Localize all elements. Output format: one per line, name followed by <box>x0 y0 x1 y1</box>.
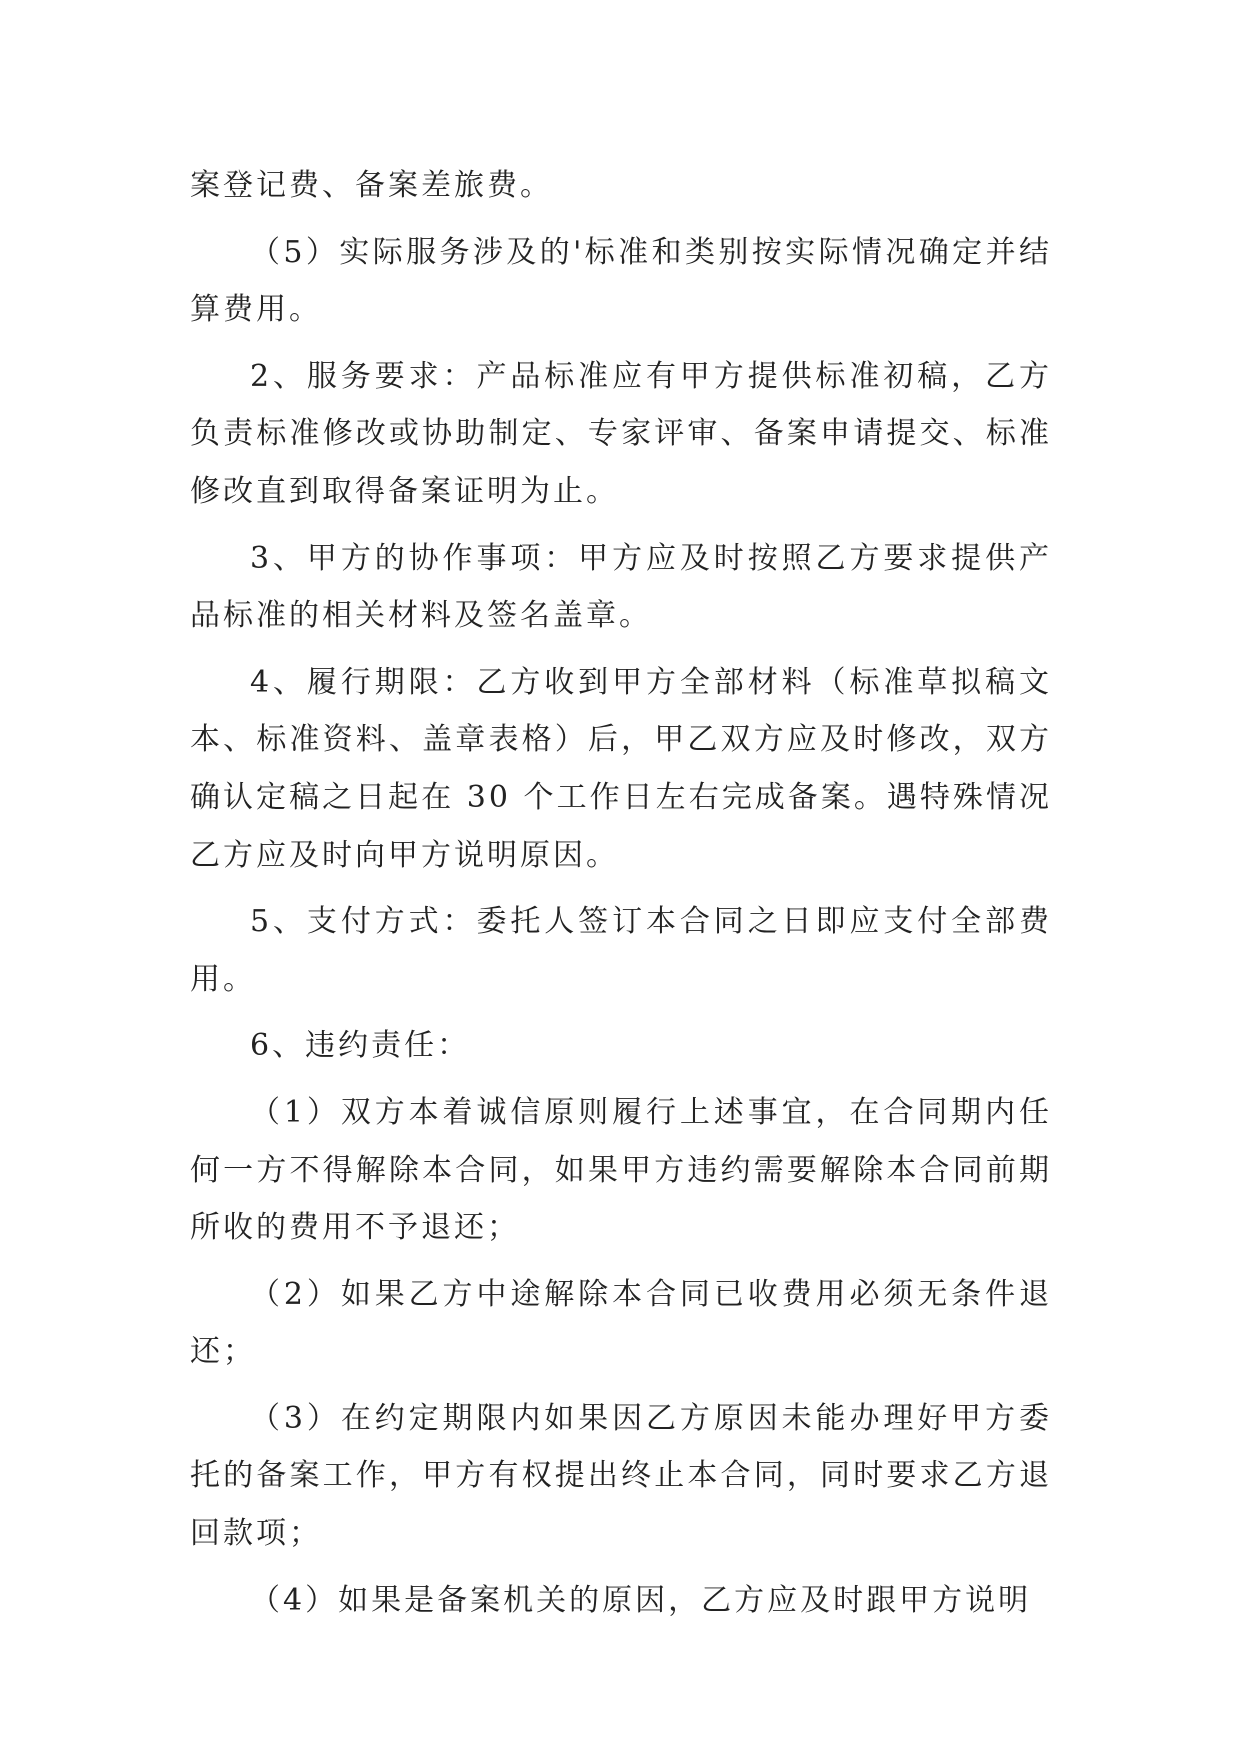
paragraph-party-a-cooperation: 3、甲方的协作事项：甲方应及时按照乙方要求提供产品标准的相关材料及签名盖章。 <box>190 540 1052 634</box>
paragraph-breach-item-2: （2）如果乙方中途解除本合同已收费用必须无条件退还； <box>190 1276 1052 1370</box>
document-body <box>190 157 1052 1638</box>
paragraph-payment-method: 5、支付方式：委托人签订本合同之日即应支付全部费用。 <box>190 904 1052 997</box>
paragraph-service-requirements: 2、服务要求：产品标准应有甲方提供标准初稿，乙方负责标准修改或协助制定、专家评审、备案申请提交、标准修改直到取得备案证明为止。 <box>190 358 1052 509</box>
paragraph-breach-item-4: （4）如果是备案机关的原因，乙方应及时跟甲方说明 <box>250 1582 1032 1618</box>
paragraph-item-5-settlement: （5）实际服务涉及的'标准和类别按实际情况确定并结算费用。 <box>190 234 1052 328</box>
paragraph-continuation-fees: 案登记费、备案差旅费。 <box>190 168 553 203</box>
paragraph-breach-item-3: （3）在约定期限内如果因乙方原因未能办理好甲方委托的备案工作，甲方有权提出终止本合同，同时要求乙方退回款项； <box>190 1400 1052 1552</box>
paragraph-breach-liability-heading: 6、违约责任： <box>250 1028 471 1064</box>
paragraph-breach-item-1: （1）双方本着诚信原则履行上述事宜，在合同期内任何一方不得解除本合同，如果甲方违约需要解除本合同前期所收的费用不予退还； <box>190 1094 1052 1246</box>
paragraph-performance-period: 4、履行期限：乙方收到甲方全部材料（标准草拟稿文本、标准资料、盖章表格）后，甲乙双方应及时修改，双方确认定稿之日起在 30 个工作日左右完成备案。遇特殊情况乙方应及时向甲方说明原因。 <box>190 664 1052 873</box>
